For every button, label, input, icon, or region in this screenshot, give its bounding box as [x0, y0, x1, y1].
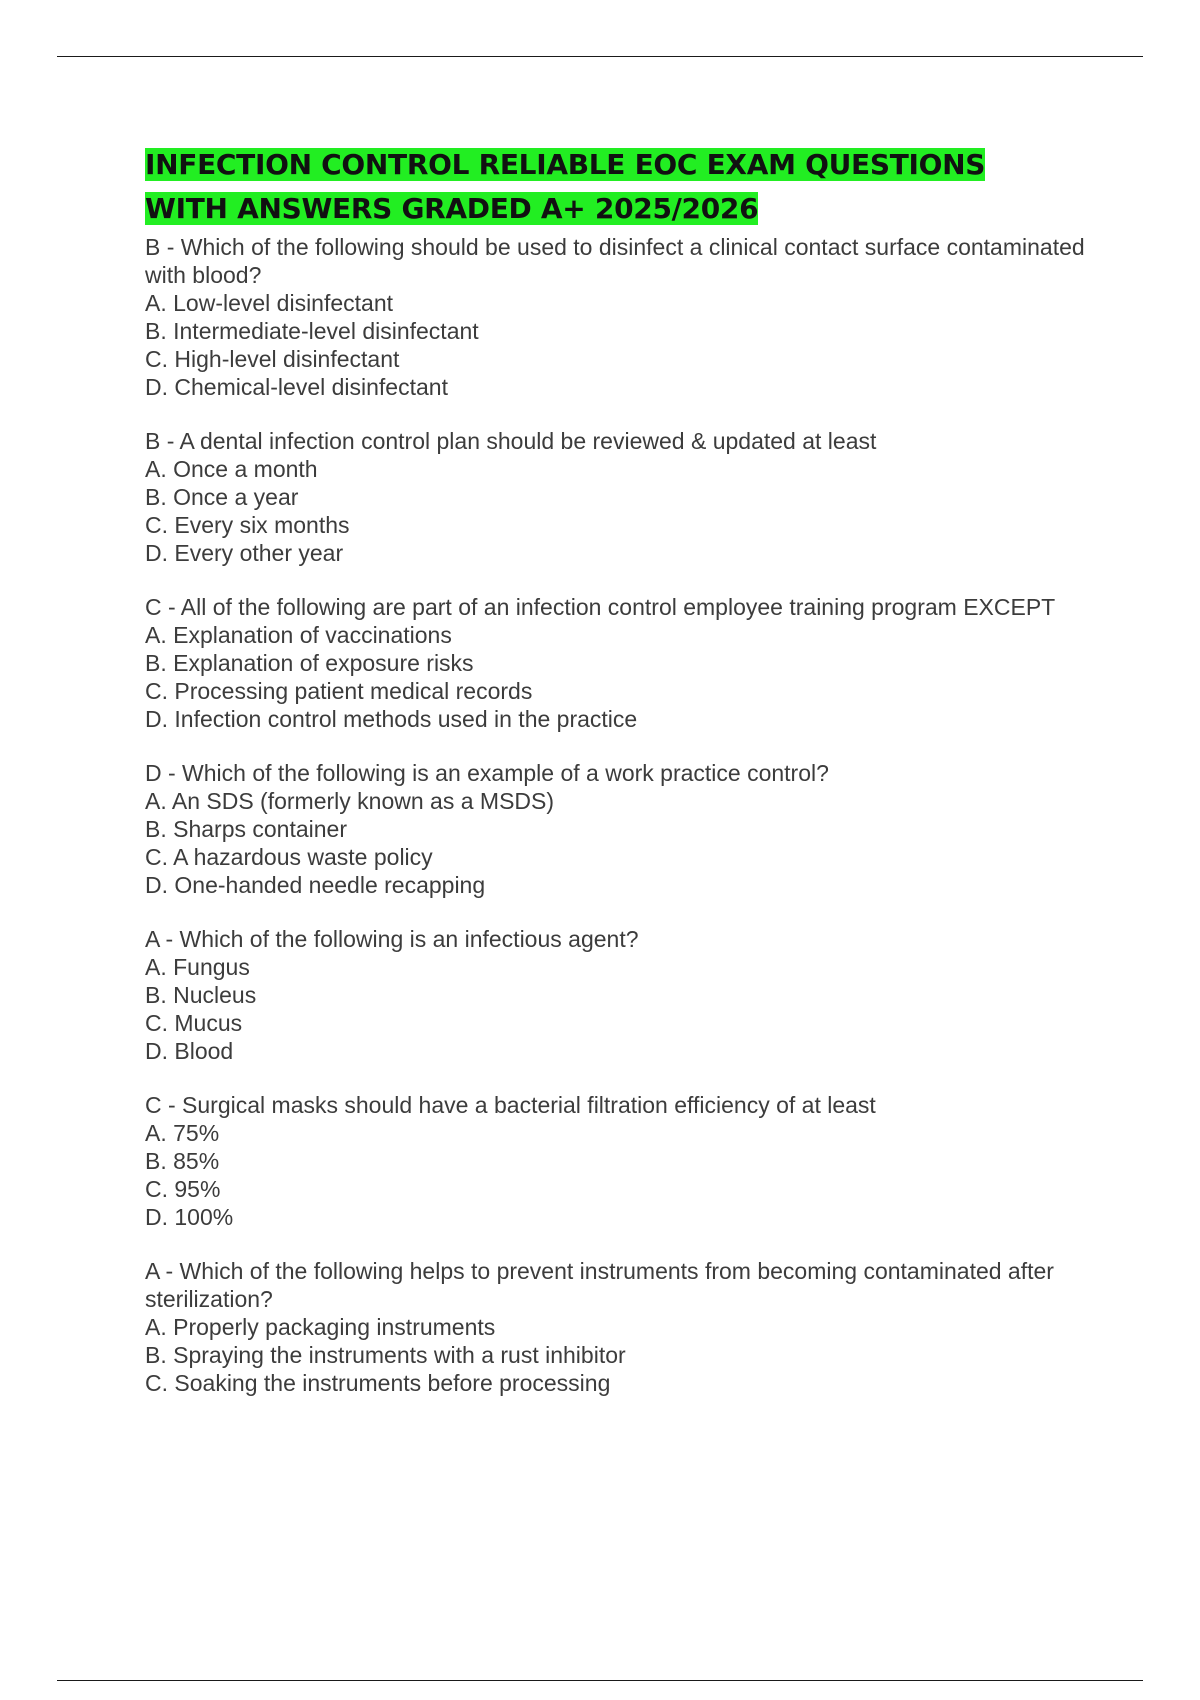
answer-option: D. 100% [145, 1204, 234, 1230]
question-block [145, 233, 1085, 401]
answer-option: B. Spraying the instruments with a rust inhibitor [145, 1342, 626, 1368]
answer-option: C. High-level disinfectant [145, 346, 400, 372]
question-stem: B - A dental infection control plan should be reviewed & updated at least [145, 428, 877, 454]
answer-option: B. Once a year [145, 484, 299, 510]
answer-option: A. Explanation of vaccinations [145, 622, 452, 648]
answer-option: C. A hazardous waste policy [145, 844, 433, 870]
question-stem: A - Which of the following helps to prevent instruments from becoming contaminated after sterilization? [145, 1258, 1054, 1312]
question-block [145, 1091, 1085, 1231]
answer-option: B. Sharps container [145, 816, 348, 842]
answer-option: A. An SDS (formerly known as a MSDS) [145, 788, 555, 814]
answer-option: C. Processing patient medical records [145, 678, 533, 704]
answer-option: D. Every other year [145, 540, 344, 566]
question-block [145, 593, 1085, 733]
question-stem: B - Which of the following should be used to disinfect a clinical contact surface contaminated with blood? [145, 234, 1085, 288]
title-line-1: INFECTION CONTROL RELIABLE EOC EXAM QUESTIONS [145, 148, 986, 181]
footer-rule [57, 1680, 1143, 1681]
answer-option: B. Nucleus [145, 982, 257, 1008]
answer-option: A. 75% [145, 1120, 220, 1146]
question-stem: C - All of the following are part of an infection control employee training program EXCEPT [145, 594, 1056, 620]
header-rule [57, 56, 1143, 57]
answer-option: D. Infection control methods used in the practice [145, 706, 638, 732]
answer-option: A. Properly packaging instruments [145, 1314, 496, 1340]
answer-option: A. Low-level disinfectant [145, 290, 394, 316]
answer-option: C. Every six months [145, 512, 350, 538]
question-block [145, 427, 1085, 567]
answer-option: C. Soaking the instruments before processing [145, 1370, 611, 1396]
question-block [145, 759, 1085, 899]
question-block [145, 925, 1085, 1065]
document-title [145, 143, 1085, 231]
answer-option: D. One-handed needle recapping [145, 872, 486, 898]
answer-option: A. Once a month [145, 456, 318, 482]
document-body [145, 143, 1085, 1423]
question-stem: D - Which of the following is an example of a work practice control? [145, 760, 829, 786]
answer-option: B. Explanation of exposure risks [145, 650, 474, 676]
question-block [145, 1257, 1085, 1397]
answer-option: C. 95% [145, 1176, 221, 1202]
question-stem: A - Which of the following is an infectious agent? [145, 926, 639, 952]
answer-option: B. 85% [145, 1148, 220, 1174]
answer-option: C. Mucus [145, 1010, 243, 1036]
answer-option: B. Intermediate-level disinfectant [145, 318, 479, 344]
answer-option: D. Chemical-level disinfectant [145, 374, 448, 400]
answer-option: A. Fungus [145, 954, 250, 980]
answer-option: D. Blood [145, 1038, 234, 1064]
title-line-2: WITH ANSWERS GRADED A+ 2025/2026 [145, 192, 759, 225]
question-stem: C - Surgical masks should have a bacterial filtration efficiency of at least [145, 1092, 876, 1118]
